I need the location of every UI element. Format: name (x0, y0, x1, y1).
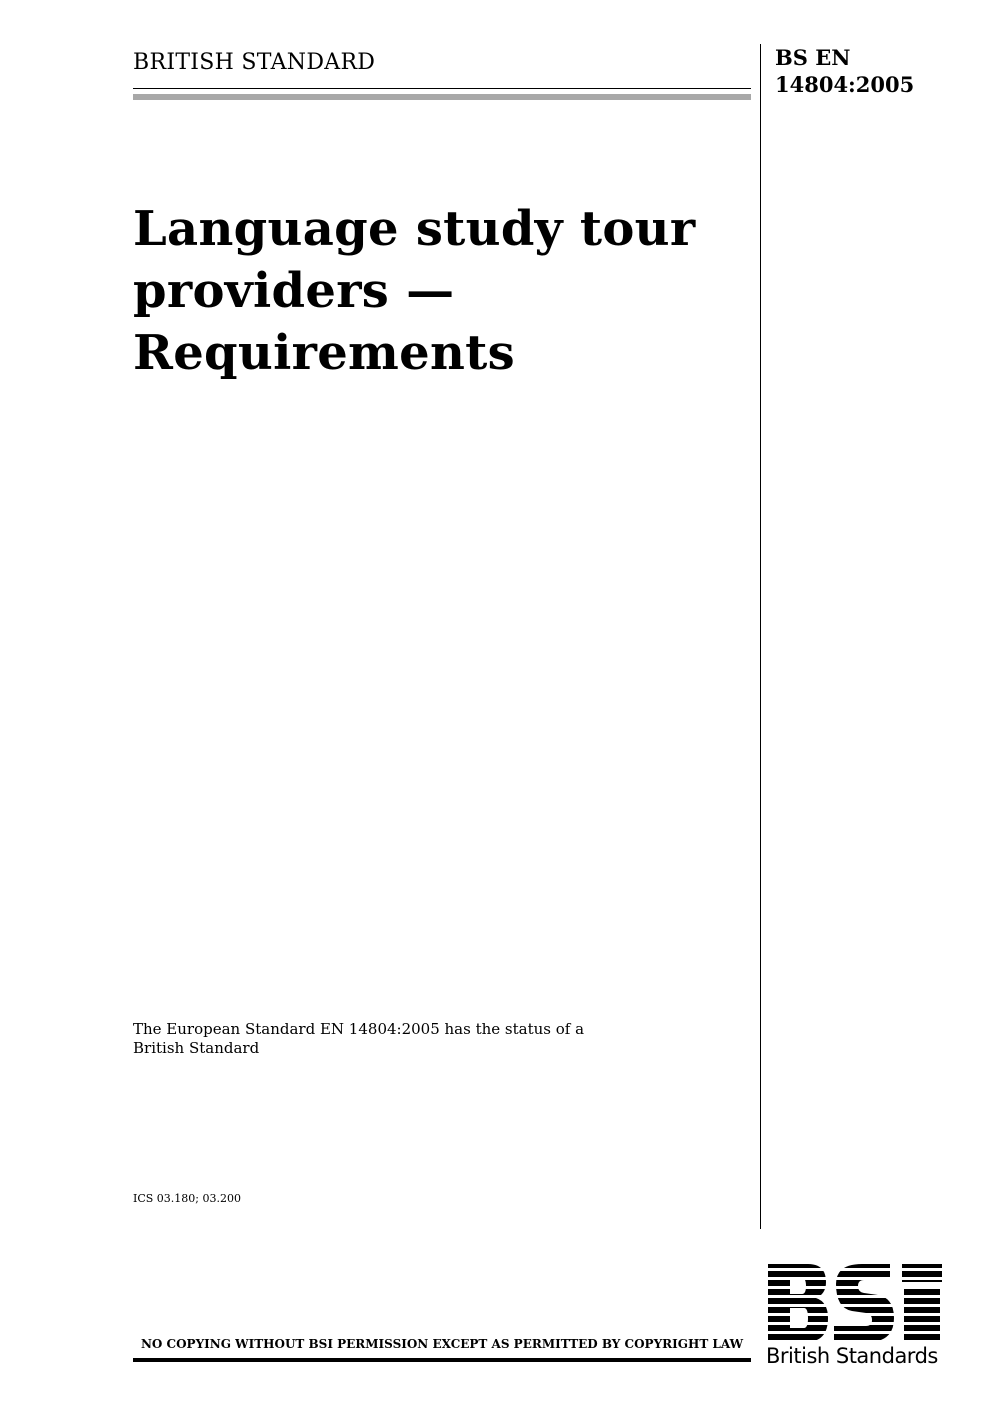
document-title (133, 198, 695, 384)
bsi-logo-icon (766, 1262, 946, 1346)
series-label: BRITISH STANDARD (133, 50, 376, 75)
copyright-notice: NO COPYING WITHOUT BSI PERMISSION EXCEPT AS PERMITTED BY COPYRIGHT LAW (140, 1337, 744, 1351)
header-thick-rule (133, 94, 751, 100)
title-line2: providers — (133, 263, 455, 319)
status-line2: British Standard (133, 1039, 260, 1057)
standard-number-line2: 14804:2005 (775, 72, 915, 97)
status-note (133, 1020, 584, 1058)
title-line1: Language study tour (133, 201, 696, 257)
status-line1: The European Standard EN 14804:2005 has the status of a (133, 1020, 585, 1038)
vertical-divider (760, 44, 761, 1229)
standard-number-line1: BS EN (775, 45, 851, 70)
ics-code: ICS 03.180; 03.200 (133, 1192, 241, 1205)
footer-rule (133, 1358, 751, 1362)
header-thin-rule (133, 88, 751, 89)
standard-number (775, 44, 914, 98)
title-line3: Requirements (133, 325, 515, 381)
logo-tagline: British Standards (766, 1344, 938, 1368)
